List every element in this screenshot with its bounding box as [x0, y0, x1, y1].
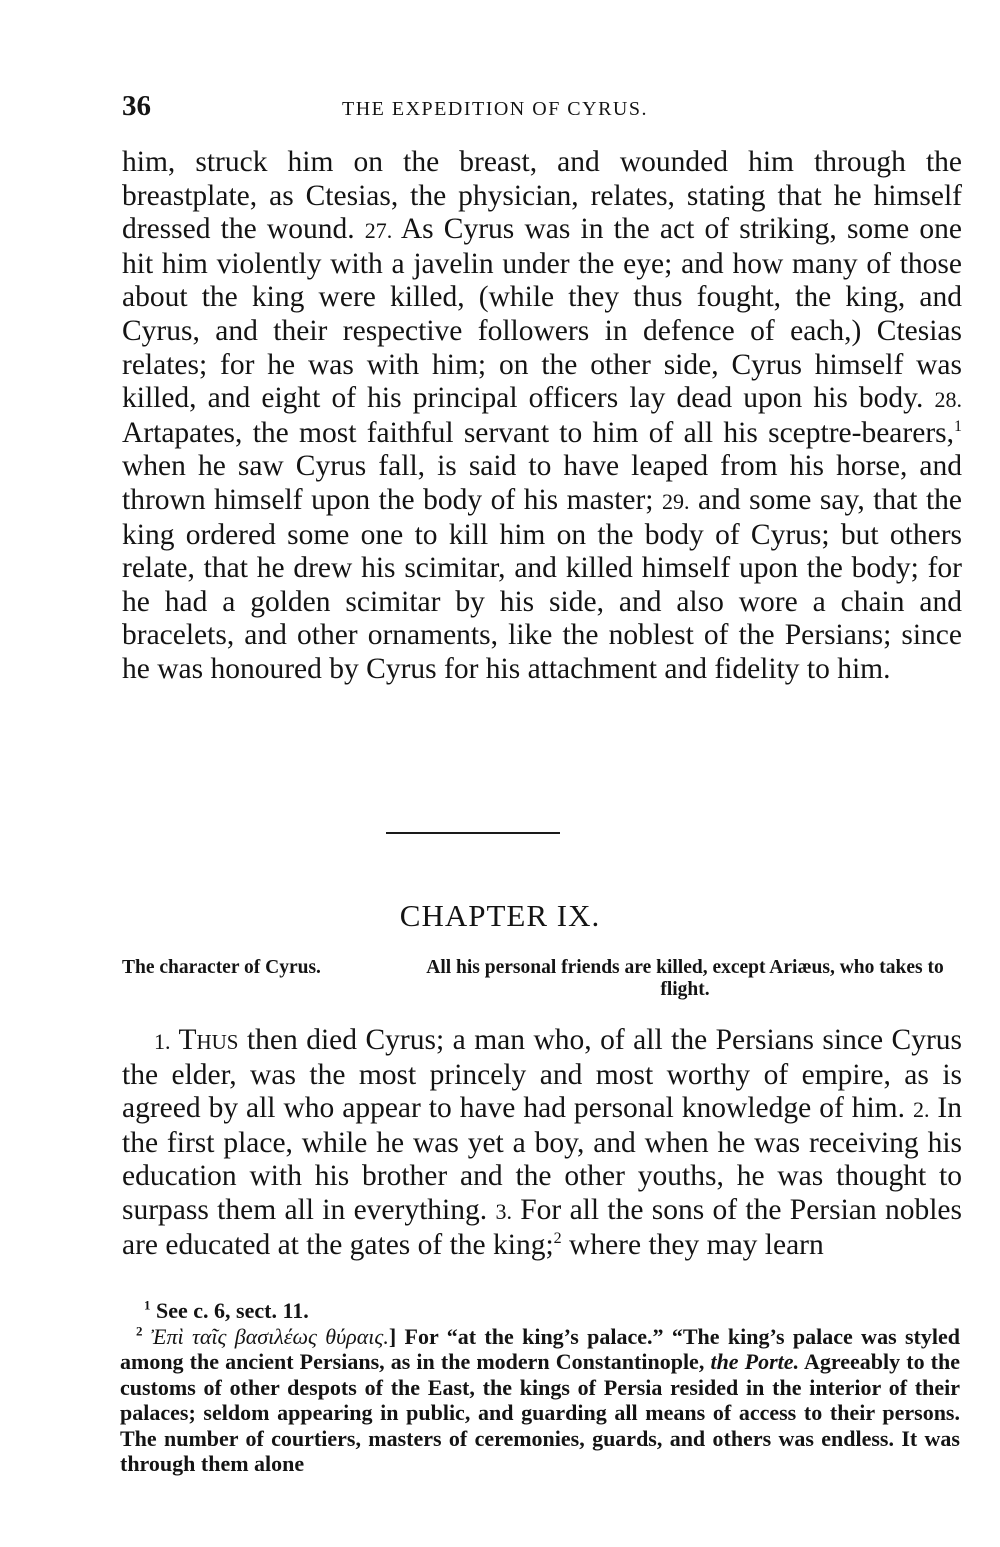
chapter-summary-part-a: The character of Cyrus.: [122, 957, 321, 978]
section-number-1: 1.: [154, 1029, 171, 1054]
paragraph-text: In the first place, while he was yet a boy, and when he was receiving his education with his brother and the other youths, he was thought to surpass them all in everything.: [122, 1092, 962, 1226]
paragraph-continuation: [122, 146, 962, 687]
chapter-title: CHAPTER IX.: [399, 898, 601, 933]
footnote-2: [120, 1324, 960, 1477]
paragraph-text: him, struck him on the breast, and wounded him through the breastplate, as Ctesias, the physician, relates, stating that he himself dressed the wound.: [122, 146, 962, 246]
section-divider: [386, 832, 560, 834]
footnote-text: See c. 6, sect. 11.: [150, 1298, 309, 1323]
opening-word: Thus: [170, 1024, 239, 1056]
paragraph-text: then died Cyrus; a man who, of all the Persians since Cyrus the elder, was the most princely and most worthy of empire, as is agreed by all who appear to have had personal knowledge of him.: [122, 1024, 963, 1125]
footnote-mark-1: 1: [144, 1297, 151, 1313]
footnote-mark-2: 2: [136, 1323, 143, 1339]
footnotes: [120, 1298, 960, 1477]
paragraph-text: and some say, that the king ordered some one to kill him on the body of Cyrus; but others relate, that he drew his scimitar, and killed himself upon the body; for he had a golden scimitar by his side, and also wore a chain and bracelets, and other ornaments, like the noblest of the Persians; since he was honoured by Cyrus for his attachment and fidelity to him.: [122, 483, 962, 685]
chapter-summary-part-b: All his personal friends are killed, except Ariæus, who takes to flight.: [426, 957, 944, 1000]
page-number: 36: [122, 90, 151, 122]
paragraph-text: As Cyrus was in the act of striking, some one hit him violently with a javelin under the eye; and how many of those about the king were killed, (while they thus fought, the king, and Cyrus, and their respective followers in defence of each,) Ctesias relates; for he was with him; on the other side, Cyrus himself was killed, and eight of his principal officers lay dead upon his body.: [122, 213, 962, 415]
footnote-italic-term: the Porte.: [710, 1349, 800, 1374]
paragraph-text: Artapates, the most faithful servant to him of all his sceptre-bearers,: [122, 416, 954, 449]
paragraph-text: where they may learn: [561, 1228, 824, 1261]
paragraph-text: For all the sons of the Persian nobles are educated at the gates of the king;: [122, 1193, 962, 1261]
section-number-2: 2.: [912, 1097, 930, 1123]
paragraph-text: when he saw Cyrus fall, is said to have leaped from his horse, and thrown himself upon the body of his master;: [122, 450, 962, 516]
footnote-text: Agreeably to the customs of other despots of the East, the kings of Persia resided in the interior of their palaces; seldom appearing in public, and guarding all means of access to their persons. The number of courtiers, masters of ceremonies, guards, and others was endless. It was through them alone: [120, 1349, 961, 1476]
footnote-1: [120, 1298, 960, 1324]
paragraph-chapter-opening: [122, 1024, 962, 1262]
section-number-27: 27.: [364, 218, 393, 244]
footnote-reference-2: 2: [553, 1229, 562, 1247]
footnote-text: ] For “at the king’s palace.” “The king’s palace was styled among the ancient Persians, as in the modern Constantinople,: [120, 1323, 960, 1374]
footnote-greek-phrase: Ἐπὶ ταῖς βασιλέως θύραις.: [142, 1323, 389, 1349]
footnote-reference-1: 1: [954, 417, 962, 435]
section-number-28: 28.: [934, 387, 962, 413]
running-title: THE EXPEDITION OF CYRUS.: [342, 98, 648, 120]
section-number-3: 3.: [495, 1198, 512, 1224]
section-number-29: 29.: [662, 488, 690, 514]
running-head: [122, 90, 962, 130]
